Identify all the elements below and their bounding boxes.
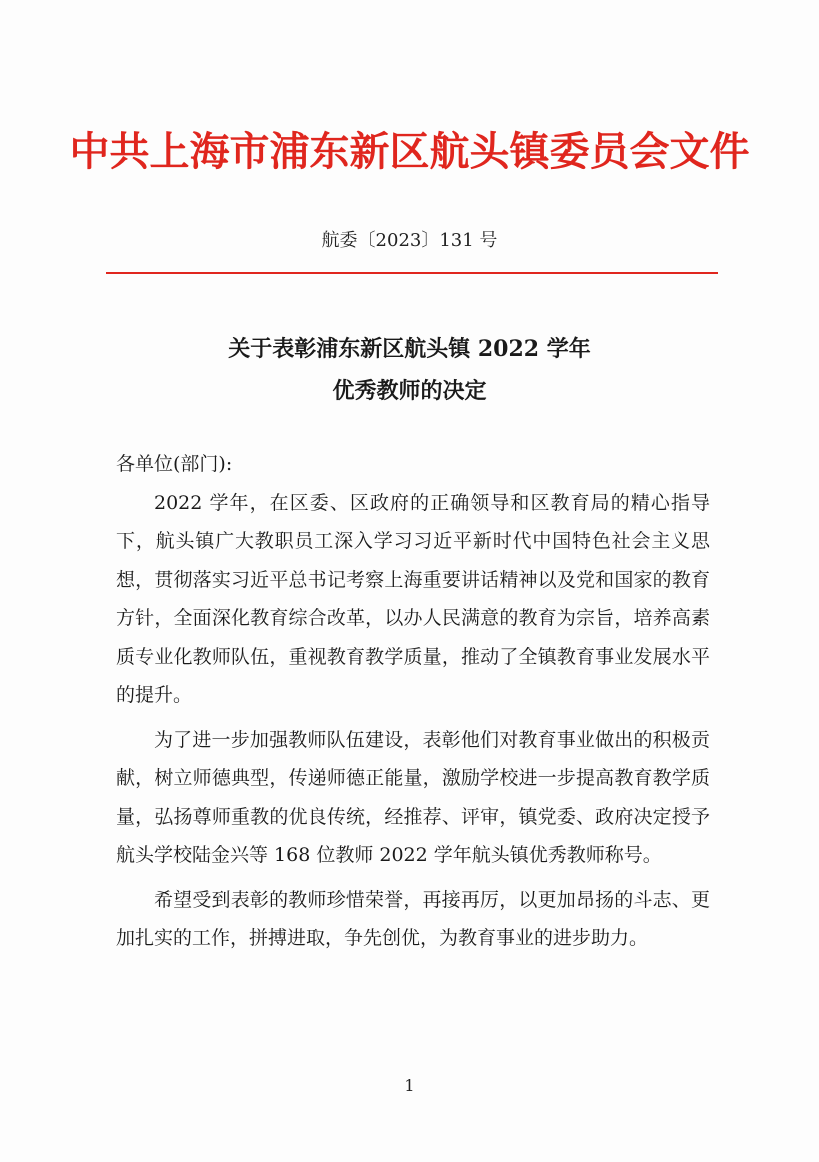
page-number: 1 bbox=[404, 1076, 415, 1095]
salutation: 各单位(部门): bbox=[116, 453, 233, 475]
document-title bbox=[0, 328, 819, 412]
document-title-line-2: 优秀教师的决定 bbox=[332, 378, 487, 404]
issuing-organization-header: 中共上海市浦东新区航头镇委员会文件 bbox=[69, 129, 750, 175]
body-paragraph-2: 为了进一步加强教师队伍建设，表彰他们对教育事业做出的积极贡献，树立师德典型，传递师德正能量，激励学校进一步提高教育教学质量，弘扬尊师重教的优良传统，经推荐、评审，镇党委、政府决定授予航头学校陆金兴等 168 位教师 2022 学年航头镇优秀教师称号。 bbox=[116, 728, 710, 866]
document-title-line-1: 关于表彰浦东新区航头镇 2022 学年 bbox=[228, 336, 591, 362]
body-paragraph-1: 2022 学年，在区委、区政府的正确领导和区教育局的精心指导下，航头镇广大教职员工深入学习习近平新时代中国特色社会主义思想，贯彻落实习近平总书记考察上海重要讲话精神以及党和国家的教育方针，全面深化教育综合改革，以办人民满意的教育为宗旨，培养高素质专业化教师队伍，重视教育教学质量，推动了全镇教育事业发展水平的提升。 bbox=[116, 491, 710, 706]
document-body bbox=[116, 445, 710, 958]
body-paragraph-3: 希望受到表彰的教师珍惜荣誉，再接再厉，以更加昂扬的斗志、更加扎实的工作，拼搏进取，争先创优，为教育事业的进步助力。 bbox=[116, 888, 710, 949]
document-number: 航委〔2023〕131 号 bbox=[321, 230, 498, 251]
red-divider-line bbox=[106, 272, 718, 274]
